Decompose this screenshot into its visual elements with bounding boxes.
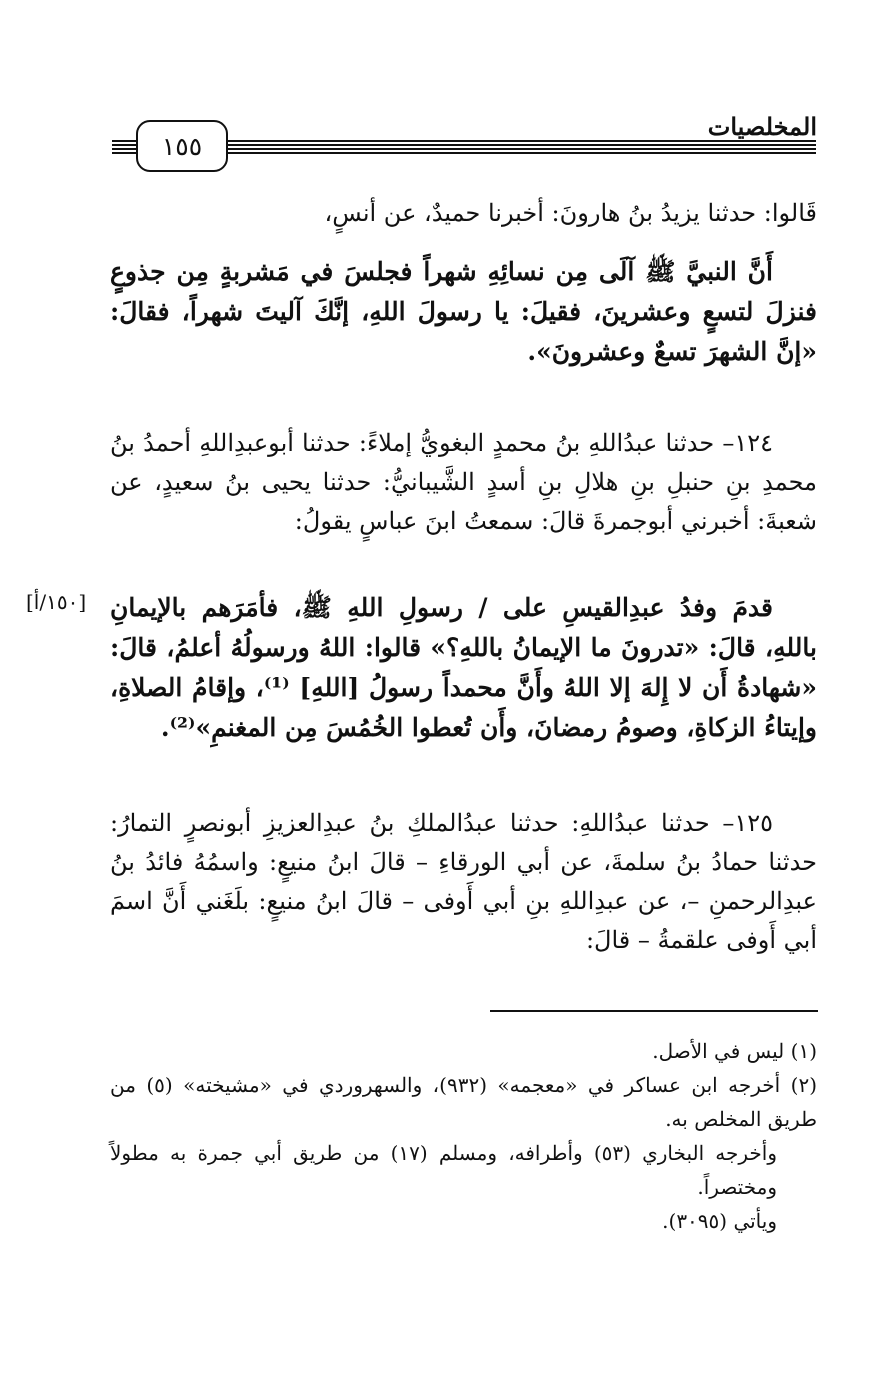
- running-title: المخلصيات: [707, 112, 817, 141]
- page-number: ١٥٥: [136, 120, 228, 172]
- paragraph-hadith-124: [110, 424, 817, 541]
- manuscript-folio-ref: [١٥٠/أ]: [26, 590, 87, 614]
- footnote-divider: [490, 1010, 818, 1012]
- footnote-2-cont: ويأتي (٣٠٩٥).: [662, 1209, 777, 1233]
- footnote-2-cont: وأخرجه البخاري (٥٣) وأطرافه، ومسلم (١٧) من طريق أبي جمرة به مطولاً ومختصراً.: [110, 1141, 778, 1199]
- footnotes: [110, 1034, 817, 1238]
- paragraph-text: قَالوا: حدثنا يزيدُ بنُ هارونَ: أخبرنا حميدٌ، عن أنسٍ،: [324, 199, 817, 227]
- paragraph-text: قدمَ وفدُ عبدِالقيسِ على / رسولِ اللهِ ﷺ، فأمَرَهم بالإيمانِ باللهِ، قالَ: «تدرونَ ما الإيمانُ باللهِ؟» قالوا: اللهُ ورسولُهُ أعلمُ، قالَ: «شهادةُ أَن لا إِلهَ إلا اللهُ وأَنَّ محمداً رسولُ [اللهِ] ⁽¹⁾، وإقامُ الصلاةِ، وإيتاءُ الزكاةِ، وصومُ رمضانَ، وأَن تُعطوا الخُمُسَ مِن المغنمِ»⁽²⁾.: [110, 593, 817, 742]
- paragraph-text: أَنَّ النبيَّ ﷺ آلَى مِن نسائِهِ شهراً فجلسَ في مَشربةٍ مِن جذوعٍ فنزلَ لتسعٍ وعشرينَ، فقيلَ: يا رسولَ اللهِ، إنَّكَ آليتَ شهراً، فقالَ: «إنَّ الشهرَ تسعٌ وعشرونَ».: [110, 257, 817, 366]
- paragraph-isnad-1: [110, 194, 817, 233]
- paragraph-matn-1: [110, 252, 817, 372]
- paragraph-hadith-125: [110, 804, 817, 960]
- paragraph-matn-124: [110, 588, 817, 748]
- paragraph-text: ١٢٥– حدثنا عبدُاللهِ: حدثنا عبدُالملكِ بنُ عبدِالعزيزِ أبونصرٍ التمارُ: حدثنا حمادُ بنُ سلمةَ، عن أبي الورقاءِ – قالَ ابنُ منيعٍ: واسمُهُ فائدُ بنُ عبدِالرحمنِ –، عن عبدِاللهِ بنِ أبي أَوفى – قالَ ابنُ منيعٍ: بلَغَني أَنَّ اسمَ أبي أَوفى علقمةُ – قالَ:: [110, 809, 817, 954]
- paragraph-text: ١٢٤– حدثنا عبدُاللهِ بنُ محمدٍ البغويُّ إملاءً: حدثنا أبوعبدِاللهِ أحمدُ بنُ محمدِ بنِ حنبلِ بنِ هلالِ بنِ أسدٍ الشَّيبانيُّ: حدثنا يحيى بنُ سعيدٍ، عن شعبةَ: أخبرني أبوجمرةَ قالَ: سمعتُ ابنَ عباسٍ يقولُ:: [110, 429, 817, 535]
- footnote-1: (١) ليس في الأصل.: [652, 1039, 817, 1063]
- footnote-2: (٢) أخرجه ابن عساكر في «معجمه» (٩٣٢)، والسهروردي في «مشيخته» (٥) من طريق المخلص به.: [110, 1073, 818, 1131]
